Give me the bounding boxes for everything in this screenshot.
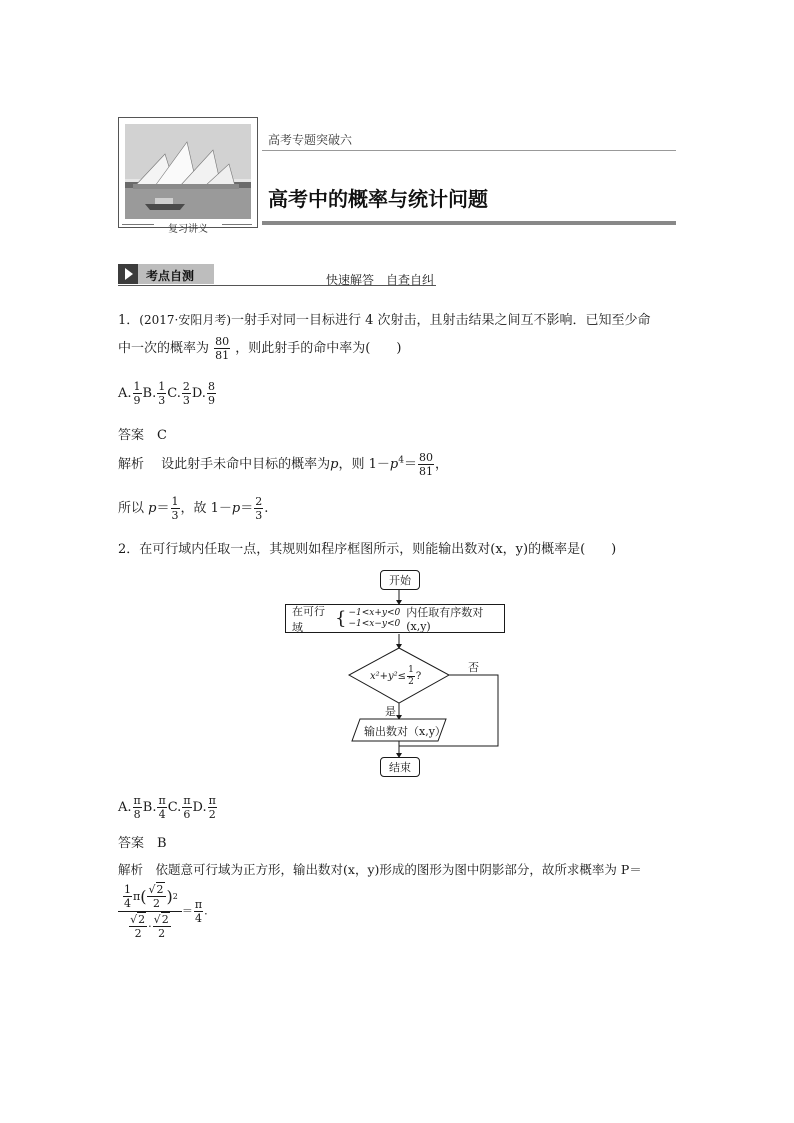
q1-number: 1． — [118, 313, 140, 328]
q2-option-a: A. $\frac{\pi}{8}$ — [118, 794, 141, 821]
flow-end: 结束 — [380, 757, 420, 777]
q1-analysis: 解析 设此射手未命中目标的概率为p，则 $1-p^4=$ $\frac{80}{81}$ ， — [118, 451, 448, 478]
flow-yes-label: 是 — [385, 705, 396, 718]
q1-text2b: ，则此射手的命中率为( ) — [235, 341, 402, 356]
q2-option-d: D. $\frac{\pi}{2}$ — [192, 794, 216, 821]
q2-number: 2． — [118, 542, 140, 557]
q2-option-b: B. $\frac{\pi}{4}$ — [142, 794, 166, 821]
q2-text: 在可行域内任取一点，其规则如程序框图所示，则能输出数对(x，y)的概率是( ) — [139, 542, 617, 557]
section-label: 考点自测 — [146, 269, 195, 283]
q2-formula: $\frac{1}{4}$ π ( $\frac{√2}{2}$ ) 2 $\frac{√2}{2}$ · $\frac{√2}{2}$ ＝ $\frac{\pi}{4}$ . — [118, 884, 208, 939]
flow-decision-text: x²+y²≤ $\frac{1}{2}$ ? — [370, 665, 422, 687]
flow-start: 开始 — [380, 570, 420, 590]
q1-analysis-fraction: $\frac{80}{81}$ — [418, 451, 433, 478]
q1-option-c: C. $\frac{2}{3}$ — [167, 380, 190, 407]
q1-analysis-line2: 所以 p＝ $\frac{1}{3}$ ，故 1－p＝ $\frac{2}{3}$ . — [118, 495, 269, 522]
q1-answer-value: C — [157, 428, 167, 443]
q1-text2a: 中一次的概率为 — [118, 341, 210, 356]
formula-numerator: $\frac{1}{4}$ π ( $\frac{√2}{2}$ ) 2 — [118, 884, 182, 912]
q2-options — [118, 795, 218, 820]
q1-analysis-label: 解析 — [118, 457, 145, 472]
photo-caption: 复习讲义 — [168, 224, 208, 235]
q2-answer — [118, 832, 167, 851]
flow-process: 在可行域 { −1<x+y<0 −1<x−y<0 内任取有序数对 (x,y) — [285, 604, 505, 633]
series-label: 高考专题突破六 — [268, 133, 353, 147]
q2-analysis: 解析 依题意可行域为正方形，输出数对(x，y)形成的图形为图中阴影部分，故所求概率为 P＝ — [118, 862, 642, 877]
q1-fraction: $\frac{80}{81}$ — [215, 335, 230, 362]
q1-answer-label: 答案 — [118, 428, 145, 443]
q1-text1: 一射手对同一目标进行 4 次射击，且射击结果之间互不影响．已知至少命 — [231, 313, 651, 328]
section-right-label: 快速解答 自查自纠 — [326, 273, 435, 287]
q2-analysis-label: 解析 — [118, 862, 144, 877]
q2-answer-label: 答案 — [118, 836, 145, 851]
flow-no-label: 否 — [468, 661, 479, 674]
formula-denominator: $\frac{√2}{2}$ · $\frac{√2}{2}$ — [130, 913, 169, 940]
q1-option-a: A. $\frac{1}{9}$ — [118, 380, 141, 407]
q2-answer-value: B — [157, 836, 167, 851]
q2-option-c: C. $\frac{\pi}{6}$ — [167, 794, 191, 821]
page-title: 高考中的概率与统计问题 — [268, 187, 488, 211]
q1-option-b: B. $\frac{1}{3}$ — [142, 380, 166, 407]
q1-option-d: D. $\frac{8}{9}$ — [191, 380, 215, 407]
q1-source: (2017·安阳月考) — [139, 313, 231, 327]
flow-output: 输出数对（x,y） — [364, 725, 446, 738]
